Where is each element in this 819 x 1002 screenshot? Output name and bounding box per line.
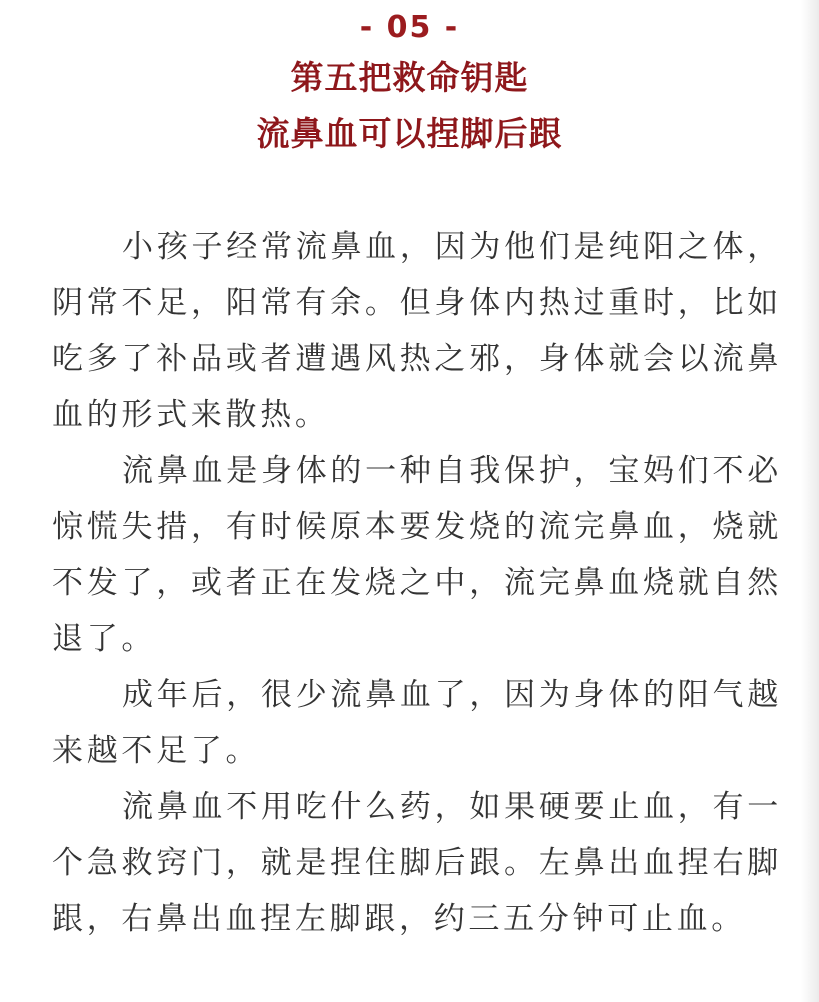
paragraph: 成年后，很少流鼻血了，因为身体的阳气越来越不足了。 bbox=[52, 677, 782, 769]
section-title-line-2: 流鼻血可以捏脚后跟 bbox=[256, 114, 563, 153]
paragraph: 小孩子经常流鼻血，因为他们是纯阳之体，阴常不足，阳常有余。但身体内热过重时，比如吃多了补品或者遭遇风热之邪，身体就会以流鼻血的形式来散热。 bbox=[52, 229, 782, 433]
article-body bbox=[52, 219, 782, 947]
paragraph: 流鼻血不用吃什么药，如果硬要止血，有一个急救窍门，就是捏住脚后跟。左鼻出血捏右脚跟，右鼻出血捏左脚跟，约三五分钟可止血。 bbox=[52, 789, 782, 937]
section-number: - 05 - bbox=[359, 10, 460, 45]
paragraph: 流鼻血是身体的一种自我保护，宝妈们不必惊慌失措，有时候原本要发烧的流完鼻血，烧就不发了，或者正在发烧之中，流完鼻血烧就自然退了。 bbox=[52, 453, 782, 657]
section-header bbox=[0, 8, 819, 162]
section-title-line-1: 第五把救命钥匙 bbox=[290, 58, 529, 97]
